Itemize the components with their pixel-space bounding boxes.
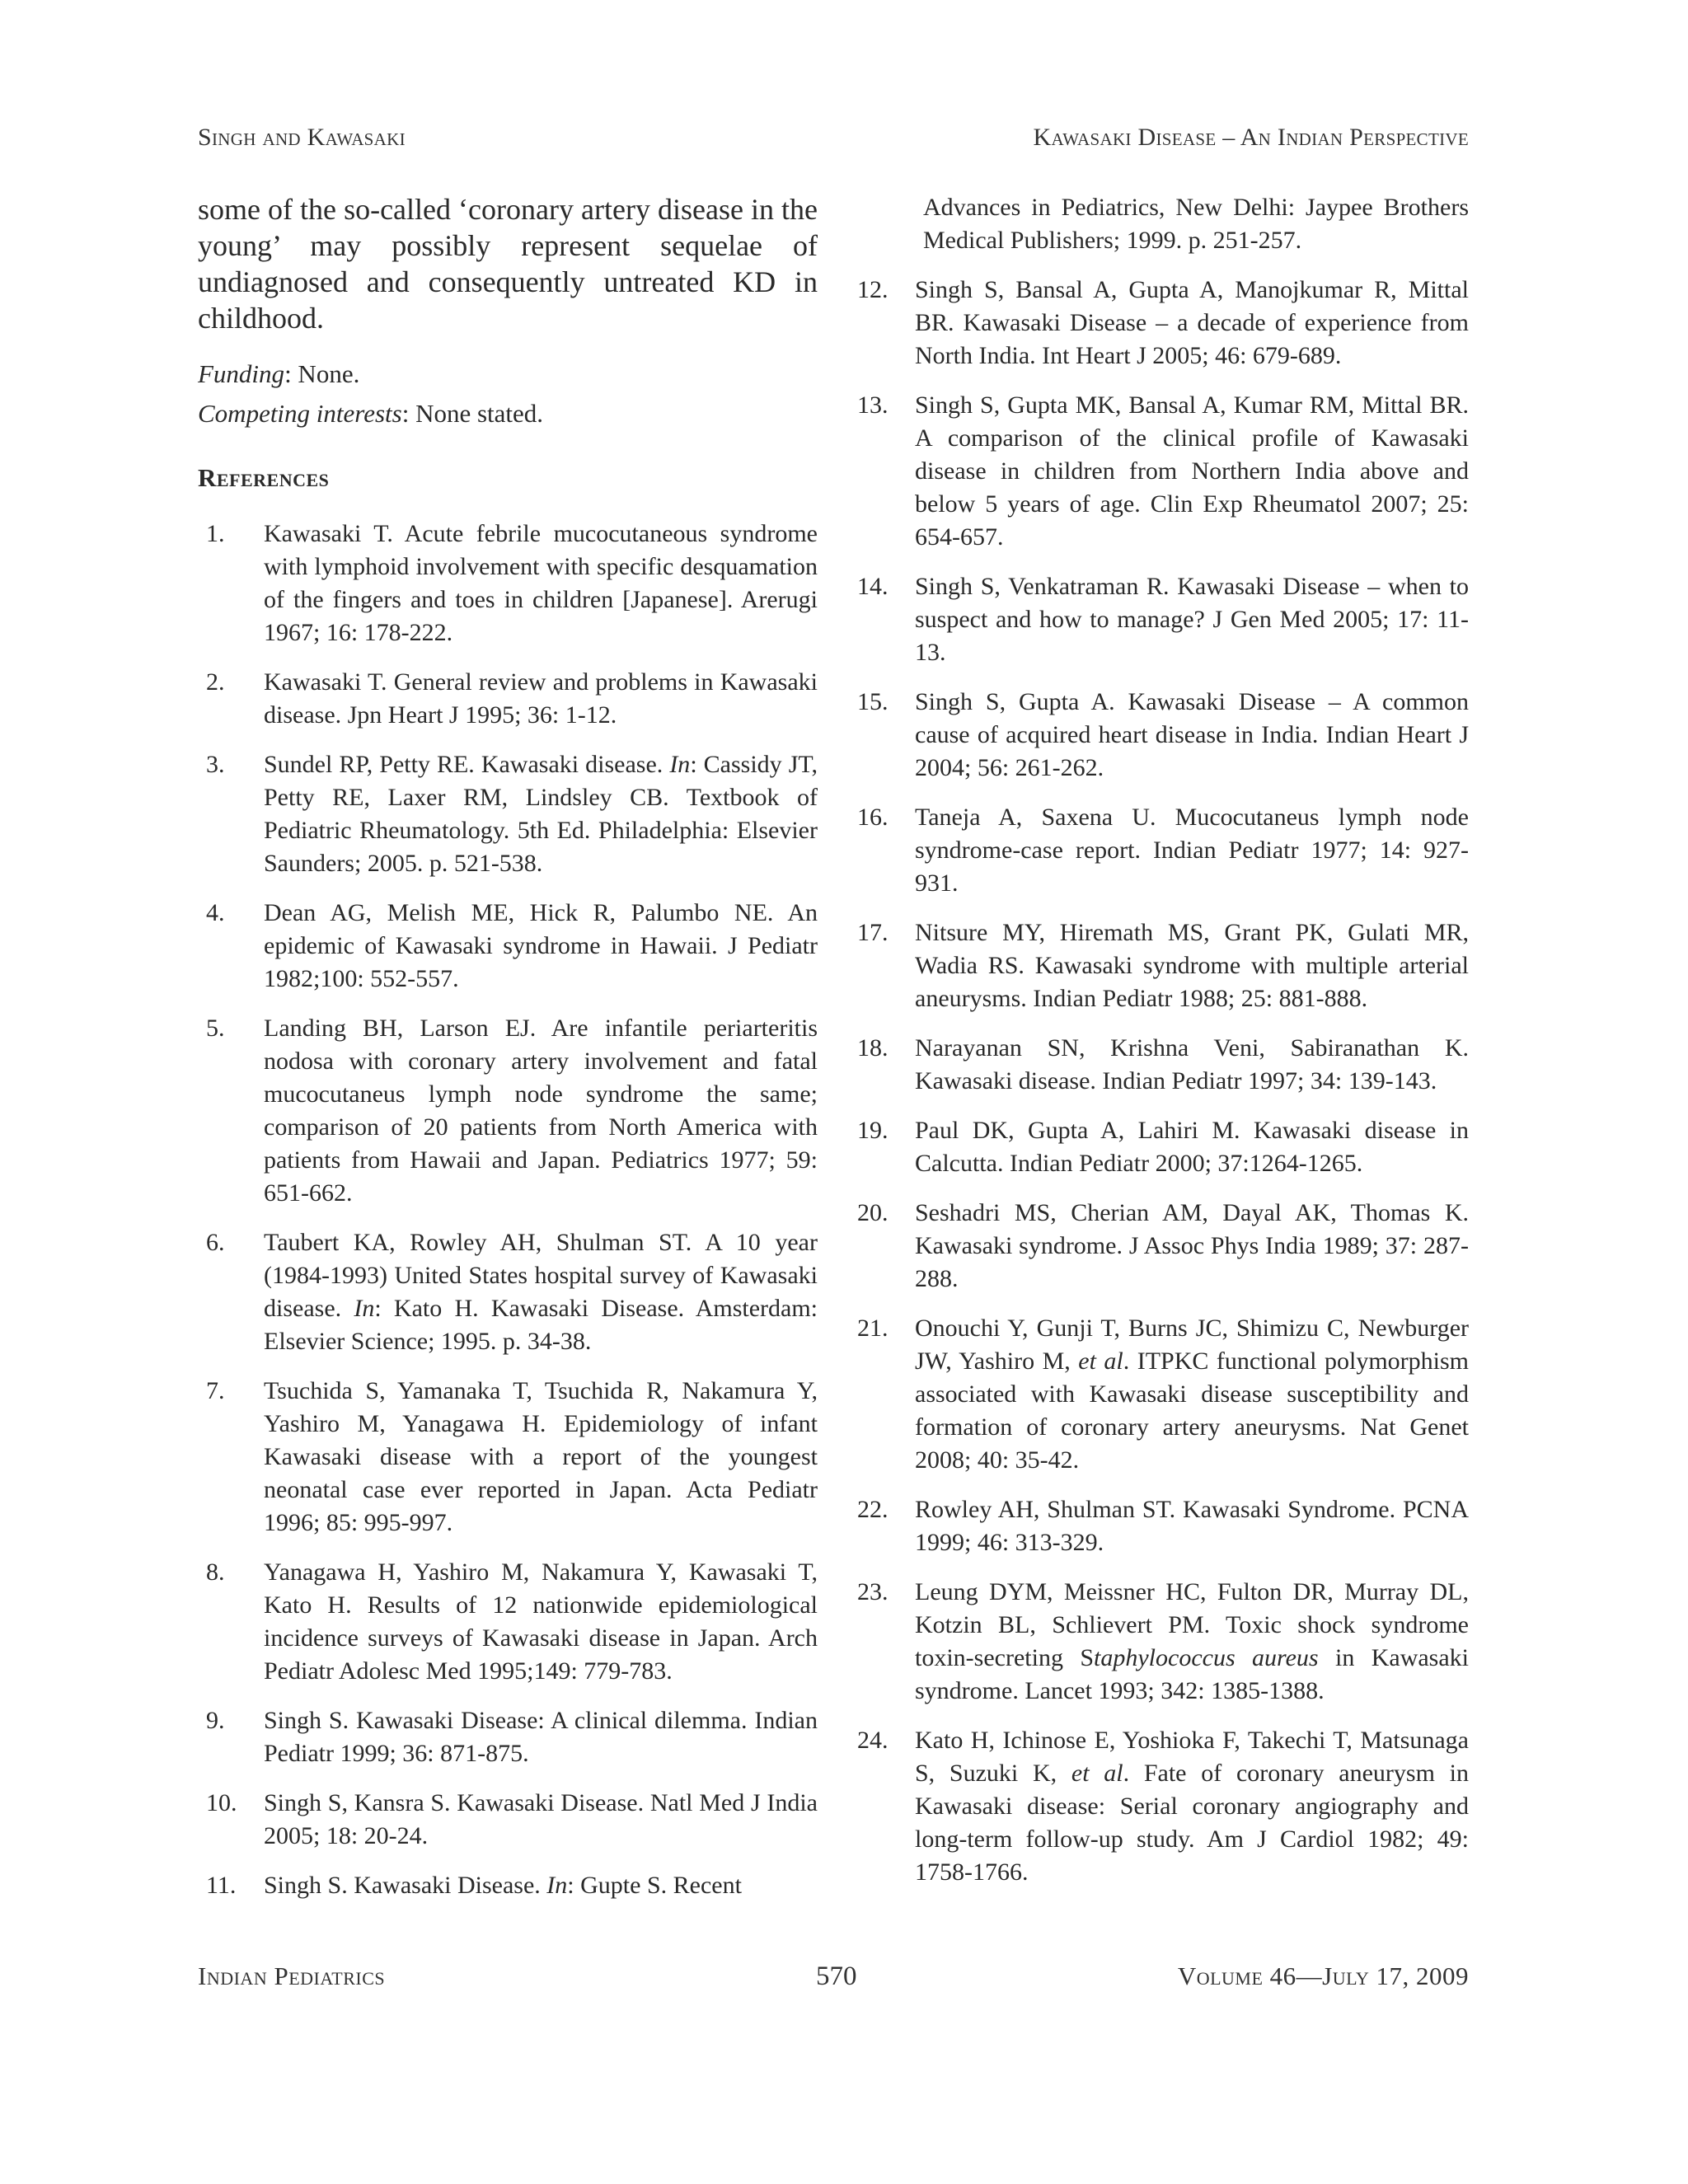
reference-italic-part: taphylococcus aureus xyxy=(1094,1644,1319,1671)
reference-text: Narayanan SN, Krishna Veni, Sabiranathan K. Kawasaki disease. Indian Pediatr 1997; 34: 139-143. xyxy=(915,1034,1469,1094)
competing-value: : None stated. xyxy=(401,399,544,428)
reference-text xyxy=(264,1226,818,1358)
reference-number: 21. xyxy=(857,1315,889,1342)
reference-item xyxy=(198,1704,818,1770)
reference-item xyxy=(198,1226,818,1358)
reference-text: Paul DK, Gupta A, Lahiri M. Kawasaki disease in Calcutta. Indian Pediatr 2000; 37:1264-1265. xyxy=(915,1117,1469,1177)
reference-item xyxy=(849,801,1469,900)
reference-list-left xyxy=(198,518,818,1902)
reference-text-part: Onouchi Y, Gunji T, Burns JC, Shimizu C, Newburger JW, Yashiro M, xyxy=(915,1315,1469,1375)
reference-item xyxy=(849,1114,1469,1180)
reference-number: 14. xyxy=(857,573,889,600)
reference-text: Rowley AH, Shulman ST. Kawasaki Syndrome. PCNA 1999; 46: 313-329. xyxy=(915,1496,1469,1556)
reference-text: Singh S, Venkatraman R. Kawasaki Disease – when to suspect and how to manage? J Gen Med 2005; 17: 11-13. xyxy=(915,573,1469,666)
footer-page-number: 570 xyxy=(816,1961,857,1991)
reference-item xyxy=(849,1724,1469,1889)
running-head-right: Kawasaki Disease – An Indian Perspective xyxy=(1033,124,1469,151)
funding-label: Funding xyxy=(198,359,285,388)
reference-number: 20. xyxy=(857,1199,889,1226)
reference-item xyxy=(849,1576,1469,1708)
reference-text: Dean AG, Melish ME, Hick R, Palumbo NE. An epidemic of Kawasaki syndrome in Hawaii. J Pediatr 1982;100: 552-557. xyxy=(264,899,818,992)
reference-italic-part: In xyxy=(354,1295,375,1322)
reference-number: 17. xyxy=(857,919,889,946)
reference-item xyxy=(198,1012,818,1210)
reference-italic-part: et al xyxy=(1078,1347,1123,1375)
reference-item xyxy=(198,748,818,880)
reference-number: 19. xyxy=(857,1117,889,1144)
reference-text: Taneja A, Saxena U. Mucocutaneus lymph node syndrome-case report. Indian Pediatr 1977; 14: 927-931. xyxy=(915,804,1469,897)
reference-item xyxy=(849,686,1469,785)
competing-label: Competing interests xyxy=(198,399,402,428)
reference-number: 11. xyxy=(206,1872,237,1899)
reference-text xyxy=(915,1576,1469,1708)
reference-item xyxy=(198,1375,818,1540)
reference-text xyxy=(264,1869,818,1902)
footer-journal: Indian Pediatrics xyxy=(198,1961,386,1990)
reference-text-part: Taubert KA, Rowley AH, Shulman ST. A 10 year (1984-1993) United States hospital survey of Kawasaki disease. xyxy=(264,1229,818,1322)
reference-text: Yanagawa H, Yashiro M, Nakamura Y, Kawasaki T, Kato H. Results of 12 nationwide epidemiological incidence surveys of Kawasaki disease in Japan. Arch Pediatr Adolesc Med 1995;149: 779-783. xyxy=(264,1558,818,1685)
reference-text: Landing BH, Larson EJ. Are infantile periarteritis nodosa with coronary artery involvement and fatal mucocutaneus lymph node syndrome the same; comparison of 20 patients from North America with patients from Hawaii and Japan. Pediatrics 1977; 59: 651-662. xyxy=(264,1015,818,1207)
reference-number: 2. xyxy=(206,668,225,696)
reference-number: 7. xyxy=(206,1377,225,1404)
reference-text: Singh S, Gupta A. Kawasaki Disease – A common cause of acquired heart disease in India. Indian Heart J 2004; 56: 261-262. xyxy=(915,688,1469,781)
reference-text: Nitsure MY, Hiremath MS, Grant PK, Gulati MR, Wadia RS. Kawasaki syndrome with multiple arterial aneurysms. Indian Pediatr 1988; 25: 881-888. xyxy=(915,919,1469,1012)
reference-number: 16. xyxy=(857,804,889,831)
reference-text: Singh S. Kawasaki Disease: A clinical dilemma. Indian Pediatr 1999; 36: 871-875. xyxy=(264,1707,818,1767)
reference-number: 6. xyxy=(206,1229,225,1256)
reference-text: Tsuchida S, Yamanaka T, Tsuchida R, Nakamura Y, Yashiro M, Yanagawa H. Epidemiology of infant Kawasaki disease with a report of the youngest neonatal case ever reported in Japan. Acta Pediatr 1996; 85: 995-997. xyxy=(264,1377,818,1536)
reference-item xyxy=(849,1197,1469,1296)
reference-item xyxy=(198,1869,818,1902)
reference-text-part: : Gupte S. Recent xyxy=(567,1872,742,1899)
reference-text: Seshadri MS, Cherian AM, Dayal AK, Thomas K. Kawasaki syndrome. J Assoc Phys India 1989; 37: 287-288. xyxy=(915,1199,1469,1292)
reference-text: Singh S, Kansra S. Kawasaki Disease. Natl Med J India 2005; 18: 20-24. xyxy=(264,1789,818,1849)
reference-number: 4. xyxy=(206,899,225,926)
reference-text xyxy=(915,1312,1469,1477)
references-heading: References xyxy=(198,463,330,492)
reference-number: 22. xyxy=(857,1496,889,1523)
reference-number: 9. xyxy=(206,1707,225,1734)
reference-text-part: in Kawasaki syndrome. Lancet 1993; 342: 1385-1388. xyxy=(915,1644,1469,1704)
reference-text-part: . Fate of coronary aneurysm in Kawasaki disease: Serial coronary angiography and long-term follow-up study. Am J Cardiol 1982; 49: 1758-1766. xyxy=(915,1760,1469,1886)
reference-number: 1. xyxy=(206,520,225,547)
competing-interests-line xyxy=(198,394,818,434)
reference-item xyxy=(198,897,818,996)
reference-number: 23. xyxy=(857,1578,889,1605)
reference-item xyxy=(849,1312,1469,1477)
reference-item xyxy=(198,1787,818,1853)
reference-text-part: Leung DYM, Meissner HC, Fulton DR, Murray DL, Kotzin BL, Schlievert PM. Toxic shock syndrome toxin-secreting S xyxy=(915,1578,1469,1671)
reference-text: Kawasaki T. Acute febrile mucocutaneous syndrome with lymphoid involvement with specific desquamation of the fingers and toes in children [Japanese]. Arerugi 1967; 16: 178-222. xyxy=(264,520,818,646)
reference-text: Kawasaki T. General review and problems in Kawasaki disease. Jpn Heart J 1995; 36: 1-12. xyxy=(264,668,818,729)
reference-11-continuation: Advances in Pediatrics, New Delhi: Jaypee Brothers Medical Publishers; 1999. p. 251-257. xyxy=(923,194,1469,254)
reference-text-part: Sundel RP, Petty RE. Kawasaki disease. xyxy=(264,751,670,778)
reference-item xyxy=(849,570,1469,669)
reference-item xyxy=(849,916,1469,1015)
reference-number: 24. xyxy=(857,1727,889,1754)
right-column xyxy=(849,191,1469,1905)
reference-number: 8. xyxy=(206,1558,225,1586)
reference-italic-part: et al xyxy=(1071,1760,1123,1787)
reference-number: 15. xyxy=(857,688,889,715)
reference-text xyxy=(915,1724,1469,1889)
reference-list-right xyxy=(849,274,1469,1889)
reference-text-part: : Kato H. Kawasaki Disease. Amsterdam: Elsevier Science; 1995. p. 34-38. xyxy=(264,1295,818,1355)
reference-number: 12. xyxy=(857,276,889,303)
funding-line xyxy=(198,354,818,394)
reference-text-part: Kato H, Ichinose E, Yoshioka F, Takechi T, Matsunaga S, Suzuki K, xyxy=(915,1727,1469,1787)
reference-text-part: . ITPKC functional polymorphism associated with Kawasaki disease susceptibility and formation of coronary artery aneurysms. Nat Genet 2008; 40: 35-42. xyxy=(915,1347,1469,1474)
reference-number: 5. xyxy=(206,1015,225,1042)
reference-item xyxy=(849,1493,1469,1559)
funding-value: : None. xyxy=(284,359,360,388)
reference-item xyxy=(849,274,1469,373)
intro-paragraph: some of the so-called ‘coronary artery disease in the young’ may possibly represent sequelae of undiagnosed and consequently untreated KD in childhood. xyxy=(198,193,818,335)
reference-text: Singh S, Bansal A, Gupta A, Manojkumar R, Mittal BR. Kawasaki Disease – a decade of experience from North India. Int Heart J 2005; 46: 679-689. xyxy=(915,276,1469,369)
reference-item xyxy=(198,666,818,732)
reference-text-part: : Cassidy JT, Petty RE, Laxer RM, Lindsley CB. Textbook of Pediatric Rheumatology. 5th Ed. Philadelphia: Elsevier Saunders; 2005. p. 521-538. xyxy=(264,751,818,877)
reference-italic-part: In xyxy=(546,1872,568,1899)
reference-number: 3. xyxy=(206,751,225,778)
left-column xyxy=(198,191,818,1919)
reference-item xyxy=(849,1032,1469,1098)
reference-italic-part: In xyxy=(669,751,691,778)
reference-text-part: Singh S. Kawasaki Disease. xyxy=(264,1872,547,1899)
reference-number: 13. xyxy=(857,391,889,419)
reference-item xyxy=(198,1556,818,1688)
reference-text xyxy=(264,748,818,880)
reference-item xyxy=(849,389,1469,554)
reference-number: 10. xyxy=(206,1789,237,1816)
reference-number: 18. xyxy=(857,1034,889,1062)
footer-volume: Volume 46—July 17, 2009 xyxy=(1177,1961,1469,1990)
reference-item xyxy=(198,518,818,649)
reference-text: Singh S, Gupta MK, Bansal A, Kumar RM, Mittal BR. A comparison of the clinical profile of Kawasaki disease in children from Northern India above and below 5 years of age. Clin Exp Rheumatol 2007; 25: 654-657. xyxy=(915,391,1469,551)
running-head-left: Singh and Kawasaki xyxy=(198,124,406,151)
